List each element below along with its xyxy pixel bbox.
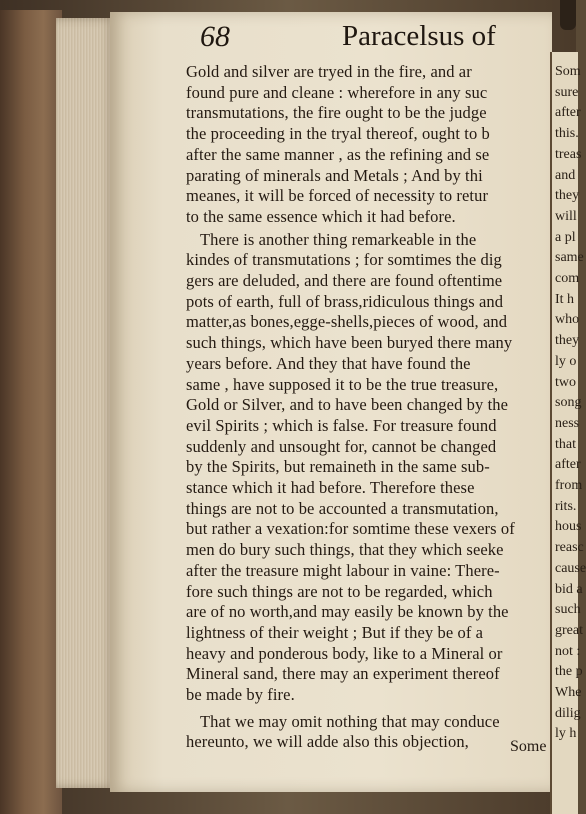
facing-page-line: and — [555, 167, 576, 183]
facing-page-line: a pl — [555, 229, 576, 245]
facing-page-line: will — [555, 208, 577, 224]
page-edges — [56, 18, 116, 788]
text-line: heavy and ponderous body, like to a Mineral or — [186, 643, 503, 663]
catchword: Some — [510, 738, 547, 755]
text-line: found pure and cleane : wherefore in any suc — [186, 82, 488, 102]
text-line: evil Spirits ; which is false. For treasure found — [186, 415, 497, 435]
text-line: parating of minerals and Metals ; And by thi — [186, 165, 483, 185]
text-line: hereunto, we will adde also this objection, — [186, 732, 469, 752]
facing-page-line: Whe — [555, 685, 582, 700]
facing-page-line: ness — [555, 415, 580, 431]
text-line: meanes, it will be forced of necessity to retur — [186, 186, 489, 206]
facing-page-line: cause — [555, 560, 586, 576]
facing-page-line: the p — [555, 664, 583, 680]
facing-page-line: great — [555, 622, 583, 638]
thumb — [560, 0, 576, 30]
facing-page-line: bid a — [555, 581, 583, 597]
facing-page-line: reasc — [555, 540, 584, 556]
text-line: That we may omit nothing that may conduce — [200, 711, 500, 731]
text-line: years before. And they that have found the — [186, 353, 471, 373]
text-line: There is another thing remarkeable in the — [200, 229, 477, 249]
text-line: things are not to be accounted a transmutation, — [186, 498, 499, 518]
facing-page-line: hous — [555, 519, 582, 535]
text-line: Gold and silver are tryed in the fire, and ar — [186, 62, 472, 81]
facing-page-line: they — [555, 333, 580, 349]
facing-page-line: sure — [555, 84, 579, 100]
facing-page-line: ly o — [555, 353, 577, 369]
facing-page-line: this. — [555, 126, 579, 142]
facing-page-line: who — [555, 312, 580, 328]
facing-page-line: same — [555, 250, 584, 266]
text-line: but rather a vexation:for somtime these vexers of — [186, 519, 515, 539]
text-line: such things, which have been buryed there many — [186, 333, 513, 353]
text-line: to the same essence which it had before. — [186, 206, 456, 226]
text-line: gers are deluded, and there are found oftentime — [186, 271, 503, 290]
facing-page-line: It h — [555, 291, 575, 307]
facing-page-line: after — [555, 105, 581, 121]
facing-page-line: rits. — [555, 498, 577, 514]
facing-page-line: that — [555, 436, 576, 452]
facing-page-line: they — [555, 188, 580, 204]
facing-page-line: after — [555, 457, 581, 473]
facing-page-fragment — [550, 52, 586, 814]
facing-page-line: dilig — [555, 705, 581, 721]
text-line: men do bury such things, that they which seeke — [186, 540, 504, 560]
running-title: Paracelsus of — [342, 20, 496, 52]
book-binding — [0, 10, 62, 814]
text-line: matter,as bones,egge-shells,pieces of wood, and — [186, 312, 508, 332]
text-line: pots of earth, full of brass,ridiculous things and — [186, 291, 504, 311]
text-line: stance which it had before. Therefore these — [186, 478, 475, 497]
text-line: suddenly and unsought for, cannot be changed — [186, 436, 497, 456]
text-line: the proceeding in the tryal thereof, ought to b — [186, 124, 490, 144]
page-header — [200, 20, 540, 54]
facing-page-line: two — [555, 374, 576, 390]
text-line: by the Spirits, but remaineth in the same sub- — [186, 457, 490, 477]
text-line: after the same manner , as the refining and se — [186, 144, 490, 164]
facing-page-line: ly h — [555, 726, 577, 742]
facing-page-line: treas — [555, 146, 582, 162]
text-line: Mineral sand, there may an experiment thereof — [186, 664, 500, 684]
text-line: kindes of transmutations ; for somtimes the dig — [186, 250, 502, 270]
page-number: 68 — [200, 20, 230, 53]
text-line: transmutations, the fire ought to be the judge — [186, 103, 487, 123]
facing-page-line: com — [555, 271, 580, 286]
text-line: same , have supposed it to be the true treasure, — [186, 374, 499, 394]
facing-page-line: Som — [555, 64, 581, 79]
facing-page-line: song — [555, 395, 582, 411]
text-line: be made by fire. — [186, 685, 295, 704]
facing-page-line: from — [555, 478, 583, 493]
facing-page-line: not : — [555, 643, 581, 659]
text-line: after the treasure might labour in vaine: There- — [186, 560, 500, 580]
text-line: Gold or Silver, and to have been changed by the — [186, 395, 509, 415]
body-text — [186, 62, 550, 762]
text-line: fore such things are not to be regarded, which — [186, 581, 493, 601]
text-line: lightness of their weight ; But if they be of a — [186, 622, 484, 642]
facing-page-line: such — [555, 602, 581, 618]
text-line: are of no worth,and may easily be known by the — [186, 602, 509, 622]
